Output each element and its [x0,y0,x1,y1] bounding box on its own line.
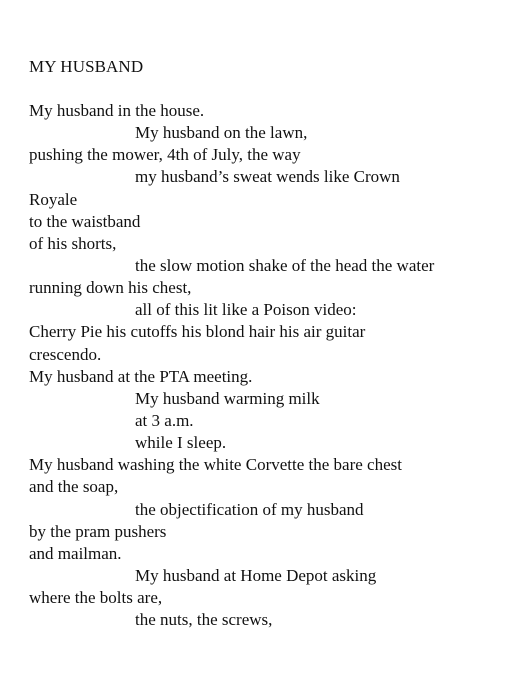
poem-line: where the bolts are, [29,588,163,608]
poem-line: all of this lit like a Poison video: [135,300,357,320]
poem-line: crescendo. [29,344,102,364]
poem-line: My husband in the house. [29,101,205,120]
poem-line: My husband at Home Depot asking [135,565,377,585]
poem-title: MY HUSBAND [29,57,144,76]
poem-line: and the soap, [29,477,119,497]
poem-line: Cherry Pie his cutoffs his blond hair his air guitar [29,322,366,342]
poem-line: and mailman. [29,543,122,563]
poem-line: my husband’s sweat wends like Crown [135,167,400,187]
poem-line: My husband washing the white Corvette the bare chest [29,455,402,475]
poem-line: the slow motion shake of the head the water [135,255,435,275]
poem-line: by the pram pushers [29,521,167,541]
poem-line: while I sleep. [135,433,227,453]
poem-line: at 3 a.m. [135,410,194,430]
poem-line: Royale [29,189,78,209]
poem-line: My husband warming milk [135,388,320,408]
poem-line: My husband at the PTA meeting. [29,366,253,386]
poem-line: My husband on the lawn, [135,123,308,143]
poem-line: pushing the mower, 4th of July, the way [29,145,301,165]
poem-line: the objectification of my husband [135,499,364,519]
poem-line: the nuts, the screws, [135,610,273,630]
poem-line: of his shorts, [29,233,117,253]
poem-line: running down his chest, [29,278,192,298]
poem-body [0,100,511,631]
poem-line: to the waistband [29,211,141,231]
